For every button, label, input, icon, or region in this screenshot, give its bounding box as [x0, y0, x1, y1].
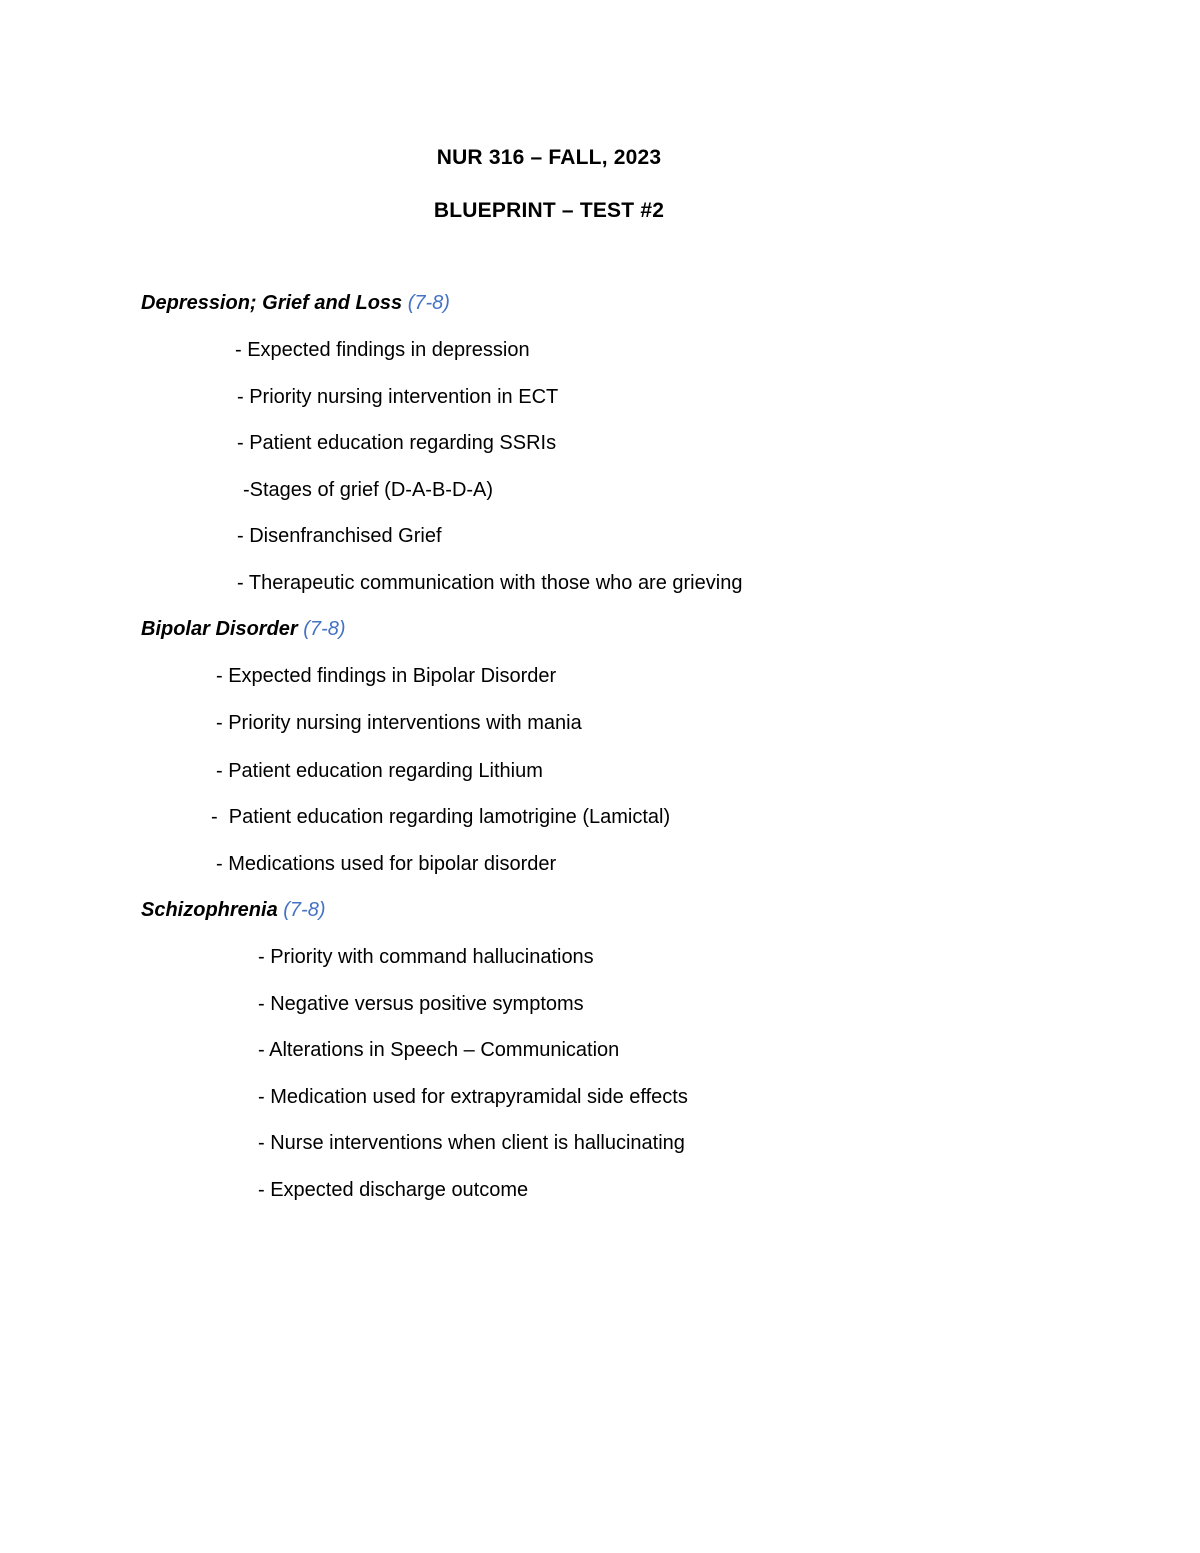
list-item: - Medications used for bipolar disorder [216, 853, 557, 875]
document-title: NUR 316 – FALL, 2023 [436, 146, 662, 169]
section-heading-bipolar [141, 618, 346, 641]
list-item: - Disenfranchised Grief [237, 525, 442, 547]
list-item: - Patient education regarding Lithium [216, 760, 543, 782]
list-item: - Therapeutic communication with those who are grieving [237, 572, 743, 594]
list-item: - Priority with command hallucinations [258, 946, 594, 968]
document-subtitle: BLUEPRINT – TEST #2 [433, 199, 665, 222]
list-item: - Priority nursing intervention in ECT [237, 386, 559, 408]
list-item: - Alterations in Speech – Communication [258, 1039, 620, 1061]
list-item: -Stages of grief (D-A-B-D-A) [243, 479, 494, 501]
list-item: - Expected findings in depression [235, 339, 530, 361]
list-item: - Negative versus positive symptoms [258, 993, 584, 1015]
section-heading-schizophrenia [141, 899, 326, 922]
list-item: - Patient education regarding SSRIs [237, 432, 557, 454]
section-heading-text: Schizophrenia [141, 899, 278, 921]
list-item: - Nurse interventions when client is hallucinating [258, 1132, 685, 1154]
section-heading-text: Depression; Grief and Loss [141, 292, 403, 314]
list-item: - Expected findings in Bipolar Disorder [216, 665, 557, 687]
question-range: (7-8) [407, 292, 450, 314]
section-heading-depression [141, 292, 450, 315]
list-item: - Expected discharge outcome [258, 1179, 529, 1201]
question-range: (7-8) [303, 618, 346, 640]
question-range: (7-8) [283, 899, 326, 921]
list-item: - Patient education regarding lamotrigine (Lamictal) [211, 806, 671, 828]
list-item: - Medication used for extrapyramidal side effects [258, 1086, 688, 1108]
section-heading-text: Bipolar Disorder [141, 618, 298, 640]
list-item: - Priority nursing interventions with mania [216, 712, 582, 734]
